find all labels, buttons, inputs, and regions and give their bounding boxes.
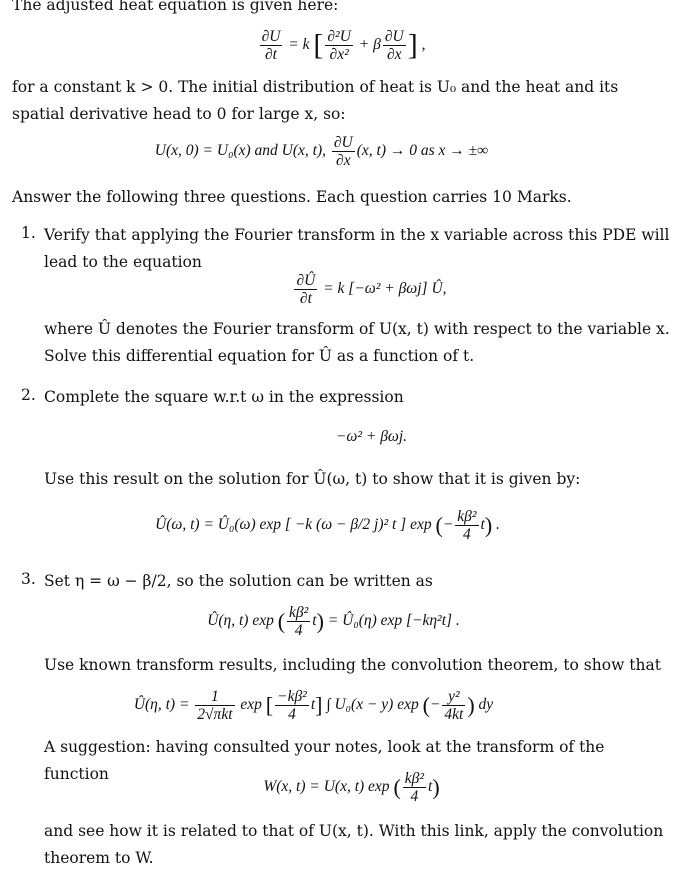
question-1-number: 1. [21,224,36,242]
intro-line: The adjusted heat equation is given here: [12,0,339,14]
pde-term1-fraction: $\frac{\text{∂²U}}{\text{∂x²}}$ [327,28,351,63]
question-3-number: 3. [21,570,36,588]
intro-after-equation: for a constant k > 0. The initial distribution of heat is U₀ and the heat and its spatial derivative head to 0 for large x, so: [12,78,619,123]
instructions: Answer the following three questions. Each question carries 10 Marks. [12,188,572,206]
question-3-text-d: and see how it is related to that of U(x, t). With this link, apply the convolution theorem to W. [44,822,664,867]
question-1-text-b: where Û denotes the Fourier transform of U(x, t) with respect to the variable x. Solve this differential equation for Û as a function of t. [44,320,670,365]
question-3-text-a: Set η = ω − β/2, so the solution can be written as [44,572,433,590]
question-3-text-b: Use known transform results, including the convolution theorem, to show that [44,656,661,674]
pde-term2-fraction: $\frac{\partial U}{\partial x}$ [384,28,404,63]
solution-equation: Û(ω, t) = Û₀(ω) exp [ −k (ω − β/2 j)² t ] exp (− $\frac{\text{kβ²}}{4}$ t) . [155,508,500,543]
fourier-equation: $\frac{\partial Û}{\partial t}$ = k [−ω² + βωj] Û, [296,272,447,307]
question-2-text-a: Complete the square w.r.t ω in the expression [44,388,404,406]
square-expression: −ω² + βωj. [335,428,408,445]
eta-equation: Û(η, t) exp ( $\frac{\text{kβ²}}{4}$ t) = Û₀(η) exp [−kη²t] . [207,604,460,639]
w-equation: W(x, t) = U(x, t) exp ( $\frac{\text{kβ²}}{4}$ t) [263,770,440,805]
question-2-text-b: Use this result on the solution for Û(ω, t) to show that it is given by: [44,470,581,488]
pde-lhs-fraction: $\frac{\partial U}{\partial t}$ [261,28,281,63]
boundary-conditions: U(x, 0) = U₀(x) and U(x, t), $\frac{\partial U}{\partial x}$ (x, t) → 0 as x → ±∞ [154,134,489,169]
question-1-text-a: Verify that applying the Fourier transform in the x variable across this PDE will lead to the equation [44,226,670,271]
pde-equation: $\frac{\partial U}{\partial t}$ = k [ $\frac{\text{∂²U}}{\text{∂x²}}$ + β $\frac{\partial U}{\partial x}$ ] , [261,28,426,63]
question-2-number: 2. [21,386,36,404]
question-3-text-c: A suggestion: having consulted your notes, look at the transform of the function [44,738,605,783]
convolution-equation: Û(η, t) = $\frac{1}{\text{2√πkt}}$ exp [ $\frac{\text{−kβ²}}{4}$ t] ∫ U₀(x − y) exp (− $\frac{\text{y²}}{4kt}$ ) dy [133,688,494,723]
